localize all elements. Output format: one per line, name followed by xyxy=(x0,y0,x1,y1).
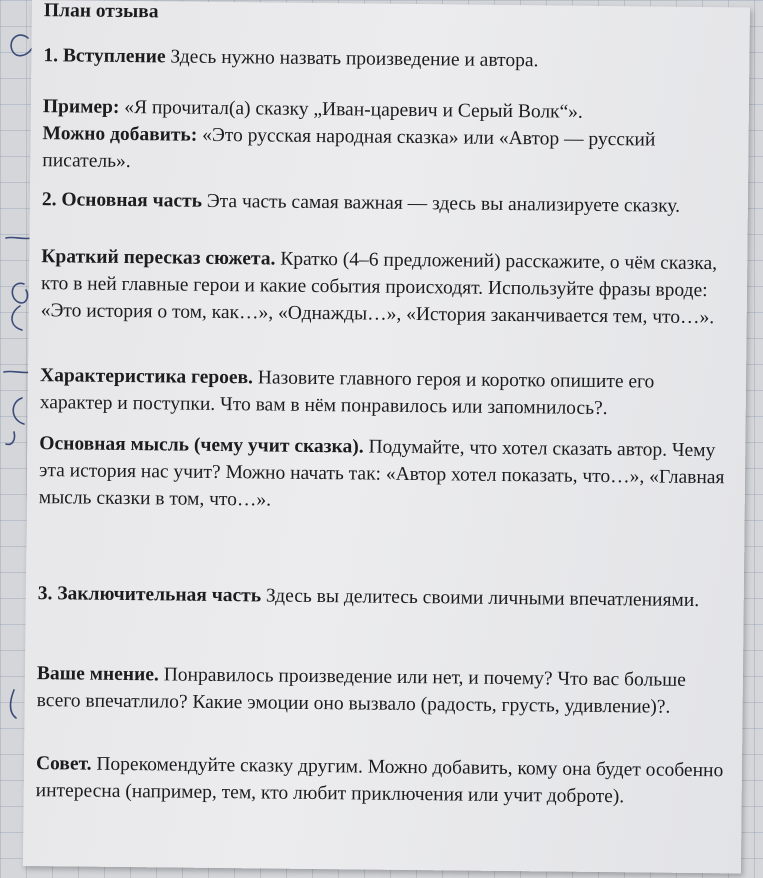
section-text: Подумайте, что хотел сказать автор. Чему эта история нас учит? Можно начать так: «Автор хотел показать, что…», «Главная мысль сказки в том, что…». xyxy=(38,436,725,511)
margin-mark xyxy=(12,283,27,303)
section-heading: Ваше мнение. xyxy=(36,663,159,686)
section-heading: Совет. xyxy=(35,753,92,775)
section-text: Кратко (4–6 предложений) расскажите, о чём сказка, кто в ней главные герои и какие события происходят. Используйте фразы вроде: «Это история о том, как…», «Однажды…», «История заканчивается тем, что…». xyxy=(40,248,718,329)
characters-paragraph xyxy=(40,362,731,423)
advice-paragraph xyxy=(36,750,727,811)
main-idea-paragraph xyxy=(39,430,730,518)
section-text: «Я прочитал(а) сказку „Иван-царевич и Серый Волк“». xyxy=(124,96,583,123)
section-text: Здесь нужно назвать произведение и автора. xyxy=(170,46,539,72)
section-text: «Это русская народная сказка» или «Автор — русский писатель». xyxy=(42,124,656,173)
section-text: Здесь вы делитесь своими личными впечатлениями. xyxy=(265,585,700,612)
plot-summary-paragraph xyxy=(41,243,732,331)
margin-mark xyxy=(13,398,24,424)
margin-mark xyxy=(6,237,32,238)
section-heading: 3. Заключительная часть xyxy=(37,583,262,607)
section-main-part xyxy=(42,186,732,220)
section-text: Назовите главного героя и коротко опишите его характер и поступки. Что вам в нём понравилось или запомнилось?. xyxy=(39,367,655,420)
document-title: План отзыва xyxy=(43,0,159,23)
margin-mark xyxy=(12,306,22,330)
opinion-paragraph xyxy=(37,660,728,721)
section-heading: 1. Вступление xyxy=(43,45,166,68)
section-text: Порекомендуйте сказку другим. Можно добавить, кому она будет особенно интересна (например, тем, кто любит приключения или учит доброте). xyxy=(35,753,724,808)
section-heading: Основная мысль (чему учит сказка). xyxy=(39,433,364,458)
section-conclusion xyxy=(38,580,728,614)
section-heading: Можно добавить: xyxy=(42,123,198,146)
section-text: Эта часть самая важная — здесь вы анализируете сказку. xyxy=(206,190,681,217)
section-heading: Характеристика героев. xyxy=(39,365,254,389)
section-heading: Краткий пересказ сюжета. xyxy=(41,246,276,270)
section-heading: Пример: xyxy=(42,96,120,118)
section-text: Понравилось произведение или нет, и почему? Что вас больше всего впечатлило? Какие эмоции оно вызвало (радость, грусть, удивление)?. xyxy=(36,664,686,718)
margin-mark xyxy=(6,432,15,444)
printed-sheet xyxy=(23,0,750,873)
margin-mark xyxy=(11,690,17,718)
section-heading: 2. Основная часть xyxy=(41,189,203,212)
addition-paragraph xyxy=(42,120,733,181)
section-introduction xyxy=(43,42,733,76)
